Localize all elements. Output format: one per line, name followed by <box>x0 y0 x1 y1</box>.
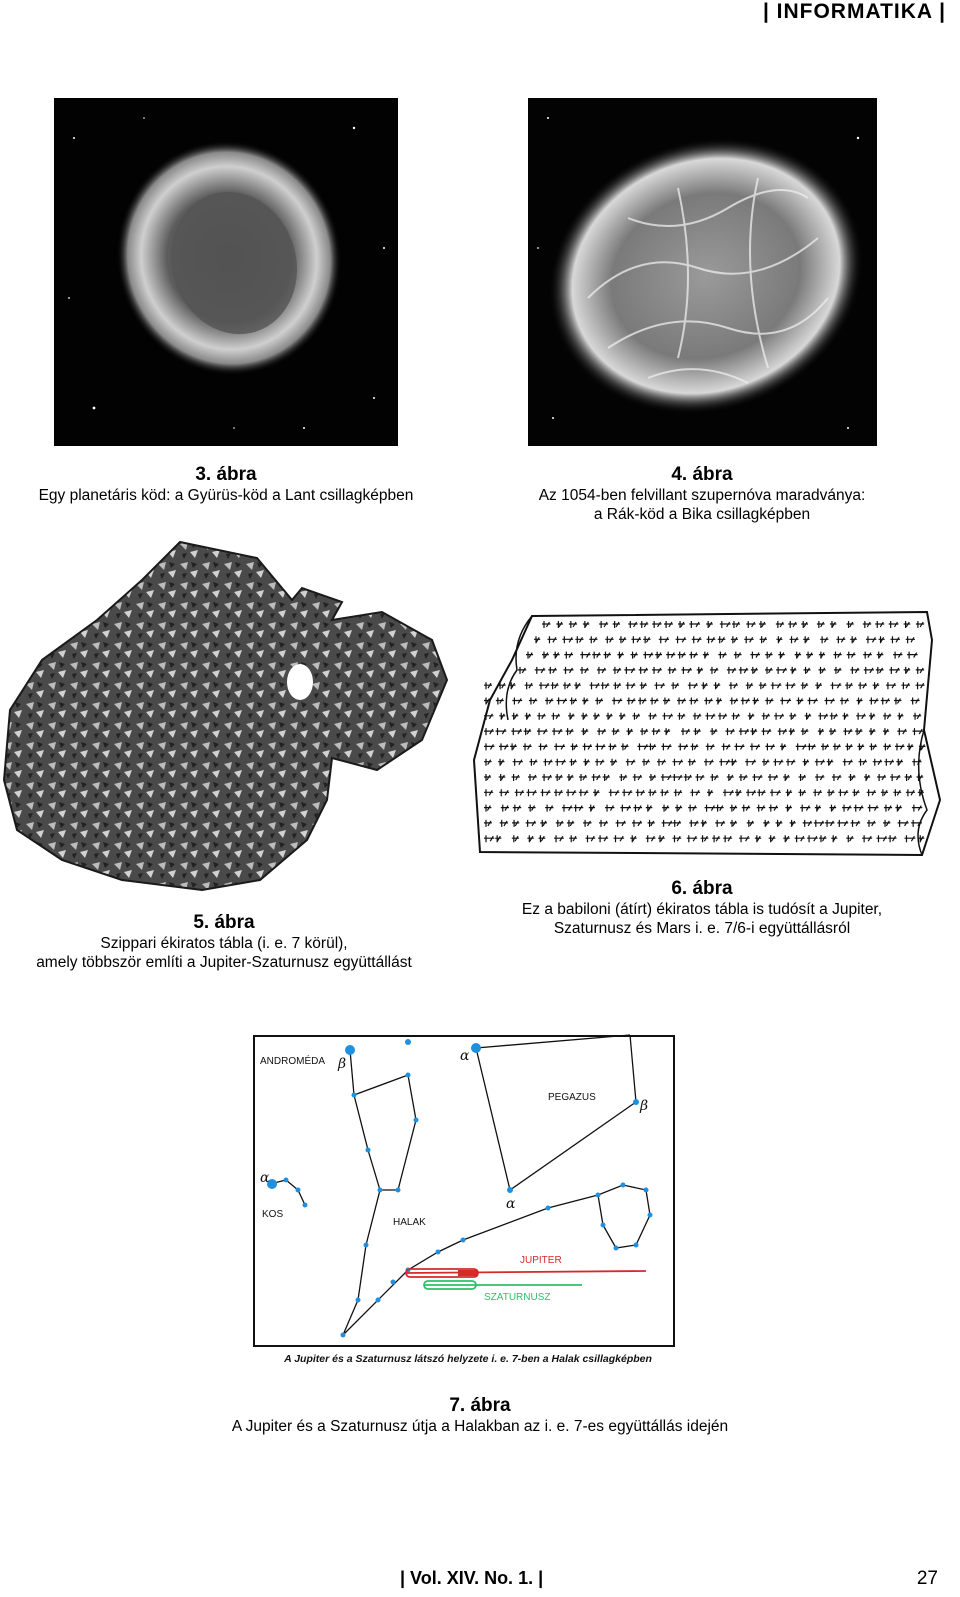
label-kos: KOS <box>262 1209 284 1220</box>
pisces-star-map <box>248 1030 688 1375</box>
section-header: | INFORMATIKA | <box>762 0 946 23</box>
figure-6-number: 6. ábra <box>671 878 733 899</box>
label-szaturnusz: SZATURNUSZ <box>484 1292 551 1303</box>
label-halak: HALAK <box>393 1217 426 1228</box>
label-pegazus-alpha: α <box>460 1048 470 1064</box>
figure-5-caption-line-2: amely többször említi a Jupiter-Szaturnusz együttállást <box>36 954 412 971</box>
figure-4-caption-line-1: Az 1054-ben felvillant szupernóva maradványa: <box>538 487 866 504</box>
star-map-subtitle: A Jupiter és a Szaturnusz látszó helyzete i. e. 7-ben a Halak csillagképben <box>284 1353 652 1365</box>
label-jupiter: JUPITER <box>520 1255 562 1266</box>
figure-3-number: 3. ábra <box>195 464 257 485</box>
sippar-tablet-photo <box>2 540 464 892</box>
figure-5-number: 5. ábra <box>193 912 255 933</box>
ring-nebula-photo <box>54 98 398 446</box>
figure-6-caption-line-2: Szaturnusz és Mars i. e. 7/6-i együttállásról <box>553 920 851 937</box>
figure-4-caption <box>492 464 912 524</box>
crab-nebula-photo <box>528 98 877 446</box>
figure-4-number: 4. ábra <box>671 464 733 485</box>
figure-6-caption <box>484 878 920 938</box>
label-pegazus: PEGAZUS <box>548 1092 596 1103</box>
figure-3-caption <box>20 464 432 505</box>
babylonian-tablet-drawing <box>472 610 942 858</box>
label-kos-alpha: α <box>260 1170 270 1186</box>
figure-7-caption-line-1: A Jupiter és a Szaturnusz útja a Halakban az i. e. 7-es együttállás idején <box>231 1418 729 1435</box>
cuneiform-sign <box>484 682 492 689</box>
figure-3-caption-line-1: Egy planetáris köd: a Gyürüs-köd a Lant csillagképben <box>38 487 414 504</box>
figure-5-caption-line-1: Szippari ékiratos tábla (i. e. 7 körül), <box>100 935 348 952</box>
label-pegazus-beta: β <box>640 1098 649 1114</box>
label-andromeda-beta: β <box>338 1056 347 1072</box>
label-pegazus-alpha-2: α <box>506 1196 516 1212</box>
figure-7-caption <box>130 1395 830 1436</box>
figure-6-caption-line-1: Ez a babiloni (átírt) ékiratos tábla is tudósít a Jupiter, <box>521 901 883 918</box>
figure-4-caption-line-2: a Rák-köd a Bika csillagképben <box>593 506 811 523</box>
figure-7-number: 7. ábra <box>449 1395 511 1416</box>
label-andromeda: ANDROMÉDA <box>260 1056 326 1067</box>
figure-5-caption <box>10 912 438 972</box>
page-number: 27 <box>916 1568 938 1589</box>
footer-volume: | Vol. XIV. No. 1. | <box>400 1568 544 1588</box>
